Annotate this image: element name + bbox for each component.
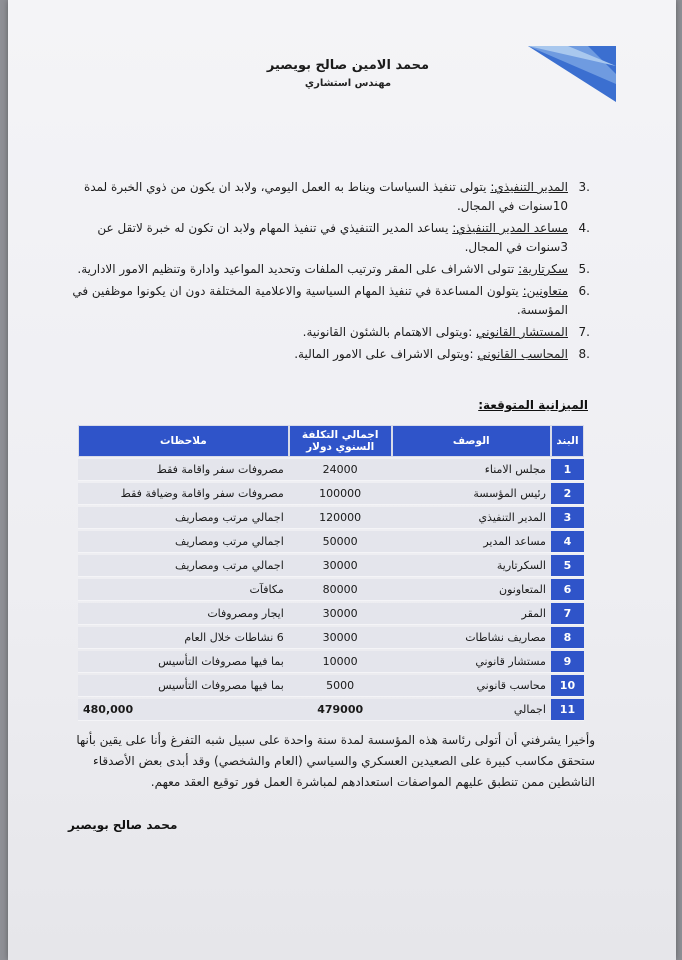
row-cost: 80000 [289, 579, 392, 601]
role-label: سكرتارية: [518, 262, 568, 276]
row-note: اجمالي مرتب ومصاريف [78, 507, 289, 529]
table-row [78, 555, 584, 577]
row-no: 5 [551, 555, 584, 577]
header-cost: اجمالي التكلفة السنوي دولار [289, 425, 392, 457]
row-note: بما فيها مصروفات التأسيس [78, 651, 289, 673]
row-cost: 24000 [289, 459, 392, 481]
row-cost: 30000 [289, 603, 392, 625]
row-no: 10 [551, 675, 584, 697]
table-row [78, 507, 584, 529]
total-row [78, 699, 584, 721]
row-note: اجمالي مرتب ومصاريف [78, 555, 289, 577]
role-label: مساعد المدير التنفيذي: [452, 221, 568, 235]
role-description: يتولى تنفيذ السياسات ويناط به العمل اليومي، ولابد ان يكون من ذوي الخبرة لمدة 10سنوات في المجال. [84, 180, 568, 213]
budget-section-title: الميزانية المتوقعة: [478, 398, 588, 412]
budget-table [78, 423, 584, 723]
total-note: 480,000 [78, 699, 289, 721]
row-no: 8 [551, 627, 584, 649]
table-row [78, 651, 584, 673]
header-note: ملاحظات [78, 425, 289, 457]
row-note: مصروفات سفر واقامة وضيافة فقط [78, 483, 289, 505]
row-note: اجمالي مرتب ومصاريف [78, 531, 289, 553]
role-label: المحاسب القانوني [477, 347, 568, 361]
list-item: 6. متعاونين: يتولون المساعدة في تنفيذ المهام السياسية والاعلامية المختلفة دون ان يكونوا موظفين في المؤسسة. [72, 284, 590, 317]
company-logo [528, 44, 618, 104]
document-page [8, 0, 676, 960]
row-desc: المتعاونون [392, 579, 551, 601]
row-desc: مصاريف نشاطات [392, 627, 551, 649]
row-no: 2 [551, 483, 584, 505]
role-description: يتولون المساعدة في تنفيذ المهام السياسية والاعلامية المختلفة دون ان يكونوا موظفين في المؤسسة. [72, 284, 568, 317]
table-row [78, 675, 584, 697]
row-cost: 100000 [289, 483, 392, 505]
row-note: مصروفات سفر واقامة فقط [78, 459, 289, 481]
row-note: بما فيها مصروفات التأسيس [78, 675, 289, 697]
row-cost: 30000 [289, 627, 392, 649]
table-row [78, 459, 584, 481]
role-description: يساعد المدير التنفيذي في تنفيذ المهام ولابد ان تكون له خبرة لاتقل عن 3سنوات في المجال. [97, 221, 568, 254]
row-note: ايجار ومصروفات [78, 603, 289, 625]
table-row [78, 579, 584, 601]
row-no: 11 [551, 699, 584, 721]
role-label: المستشار القانوني [476, 325, 568, 339]
list-item: 5. سكرتارية: تتولى الاشراف على المقر وترتيب الملفات وتحديد المواعيد وادارة وتنظيم الامور الادارية. [77, 262, 590, 276]
closing-paragraph: وأخيرا يشرفني أن أتولى رئاسة هذه المؤسسة لمدة سنة واحدة على سبيل شبه التفرغ وأنا على يقين بأنها ستحقق مكاسب كبيرة على الصعيدين العسكري والسياسي (العام والشخصي) وقد أبدى بعض الأصدقاء الناشطين ممن تنطبق عليهم المواصفات استعدادهم لمباشرة العمل فور توقيع العقد معهم. [76, 733, 595, 789]
row-desc: رئيس المؤسسة [392, 483, 551, 505]
row-note: 6 نشاطات خلال العام [78, 627, 289, 649]
row-cost: 120000 [289, 507, 392, 529]
header-title: مهندس استشاري [304, 78, 392, 89]
list-item: 4. مساعد المدير التنفيذي: يساعد المدير التنفيذي في تنفيذ المهام ولابد ان تكون له خبرة لاتقل عن 3سنوات في المجال. [97, 221, 590, 254]
row-cost: 30000 [289, 555, 392, 577]
header-desc: الوصف [392, 425, 551, 457]
row-desc: مساعد المدير [392, 531, 551, 553]
row-desc: المدير التنفيذي [392, 507, 551, 529]
table-row [78, 483, 584, 505]
row-cost: 50000 [289, 531, 392, 553]
row-desc: المقر [392, 603, 551, 625]
total-cost: 479000 [289, 699, 392, 721]
table-header-row [78, 425, 584, 457]
row-cost: 10000 [289, 651, 392, 673]
row-no: 9 [551, 651, 584, 673]
table-row [78, 627, 584, 649]
row-no: 3 [551, 507, 584, 529]
row-no: 1 [551, 459, 584, 481]
row-desc: اجمالي [392, 699, 551, 721]
row-no: 7 [551, 603, 584, 625]
role-description: تتولى الاشراف على المقر وترتيب الملفات وتحديد المواعيد وادارة وتنظيم الامور الادارية. [77, 262, 519, 276]
table-row [78, 531, 584, 553]
role-label: المدير التنفيذي: [490, 180, 568, 194]
role-label: متعاونين: [522, 284, 568, 298]
row-cost: 5000 [289, 675, 392, 697]
table-row [78, 603, 584, 625]
row-no: 4 [551, 531, 584, 553]
role-description: :ويتولى الاهتمام بالشئون القانونية. [302, 325, 477, 339]
row-desc: محاسب قانوني [392, 675, 551, 697]
row-desc: مجلس الامناء [392, 459, 551, 481]
row-desc: السكرتارية [392, 555, 551, 577]
list-item: 3. المدير التنفيذي: يتولى تنفيذ السياسات ويناط به العمل اليومي، ولابد ان يكون من ذوي الخبرة لمدة 10سنوات في المجال. [84, 180, 590, 213]
signature: محمد صالح بويصير [68, 818, 178, 832]
header-name: محمد الامين صالح بويصير [266, 58, 430, 73]
header-no: البند [551, 425, 584, 457]
role-description: :ويتولى الاشراف على الامور المالية. [294, 347, 478, 361]
list-item: 7. المستشار القانوني :ويتولى الاهتمام بالشئون القانونية. [302, 325, 590, 339]
list-item: 8. المحاسب القانوني :ويتولى الاشراف على الامور المالية. [294, 347, 590, 361]
row-no: 6 [551, 579, 584, 601]
row-note: مكافآت [78, 579, 289, 601]
roles-list [70, 178, 590, 367]
row-desc: مستشار قانوني [392, 651, 551, 673]
